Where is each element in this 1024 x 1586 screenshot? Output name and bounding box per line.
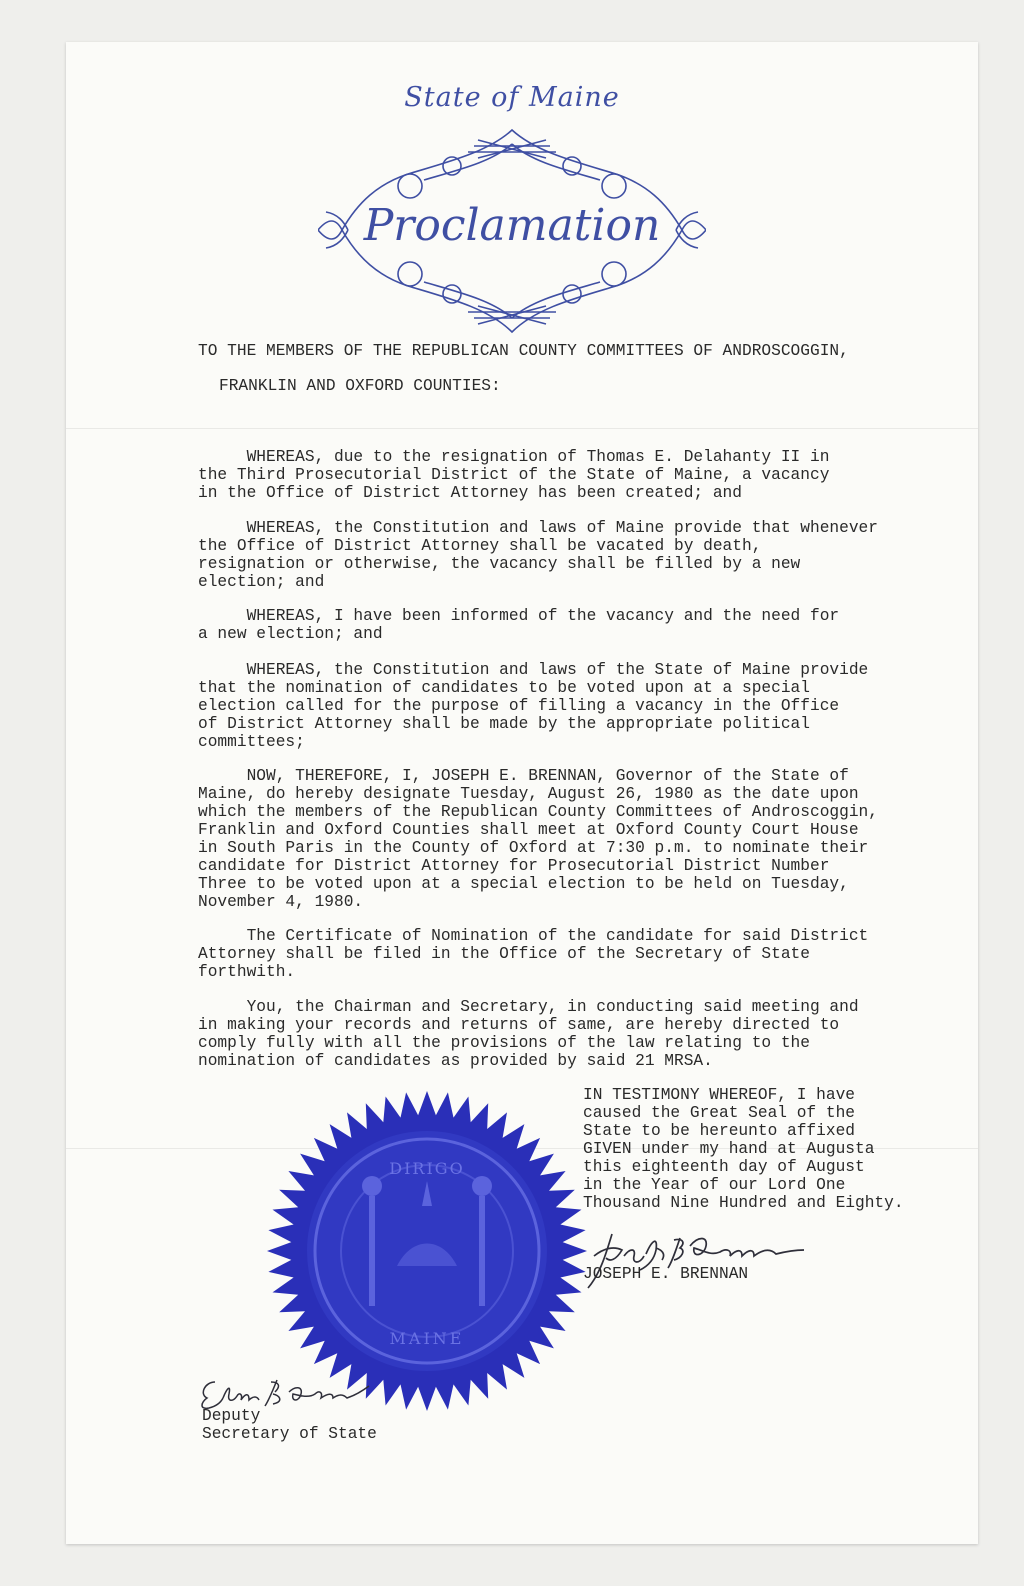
seal-state-name: MAINE bbox=[389, 1329, 465, 1348]
great-seal-icon bbox=[262, 1086, 592, 1416]
governor-signature bbox=[582, 1226, 812, 1301]
governor-signature-icon bbox=[582, 1226, 812, 1296]
deputy-signature-icon bbox=[193, 1372, 373, 1412]
deputy-title: Deputy Secretary of State bbox=[202, 1407, 377, 1443]
governor-name: JOSEPH E. BRENNAN bbox=[583, 1265, 749, 1283]
testimony-block: IN TESTIMONY WHEREOF, I have caused the Great Seal of the State to be hereunto affixed GIVEN under my hand at Augusta this eighteenth day of August in the Year of our Lord One Thousand Nine Hundred and Eighty. bbox=[583, 1086, 904, 1212]
address-line-1: TO THE MEMBERS OF THE REPUBLICAN COUNTY COMMITTEES OF ANDROSCOGGIN, bbox=[198, 342, 849, 360]
paper-fold-line bbox=[66, 428, 978, 429]
paragraph-certificate: The Certificate of Nomination of the candidate for said District Attorney shall be filed in the Office of the Secretary of State forthwith. bbox=[198, 927, 869, 981]
paragraph-whereas-constitution: WHEREAS, the Constitution and laws of Maine provide that whenever the Office of District Attorney shall be vacated by death, resignation or otherwise, the vacancy shall be filled by a new election; and bbox=[198, 519, 878, 591]
paragraph-directions: You, the Chairman and Secretary, in conducting said meeting and in making your records and returns of same, are hereby directed to comply fully with all the provisions of the law relating to the nomination of candidates as provided by said 21 MRSA. bbox=[198, 998, 859, 1070]
paragraph-whereas-informed: WHEREAS, I have been informed of the vacancy and the need for a new election; and bbox=[198, 607, 840, 643]
seal-motto: DIRIGO bbox=[389, 1159, 465, 1178]
paragraph-whereas-nomination: WHEREAS, the Constitution and laws of the State of Maine provide that the nomination of candidates to be voted upon at a special election called for the purpose of filling a vacancy in the Office of District Attorney shall be made by the appropriate political committees; bbox=[198, 661, 869, 751]
proclamation-title: Proclamation bbox=[363, 200, 661, 251]
paragraph-now-therefore: NOW, THEREFORE, I, JOSEPH E. BRENNAN, Governor of the State of Maine, do hereby designate Tuesday, August 26, 1980 as the date upon which the members of the Republican County Committees of Androscoggin, Franklin and Oxford Counties shall meet at Oxford County Court House in South Paris in the County of Oxford at 7:30 p.m. to nominate their candidate for District Attorney for Prosecutorial District Number Three to be voted upon at a special election to be held on Tuesday, November 4, 1980. bbox=[198, 767, 878, 911]
letterhead-state: State of Maine bbox=[404, 82, 620, 113]
paragraph-whereas-resignation: WHEREAS, due to the resignation of Thomas E. Delahanty II in the Third Prosecutorial District of the State of Maine, a vacancy in the Office of District Attorney has been created; and bbox=[198, 448, 830, 502]
address-line-2: FRANKLIN AND OXFORD COUNTIES: bbox=[219, 377, 501, 395]
